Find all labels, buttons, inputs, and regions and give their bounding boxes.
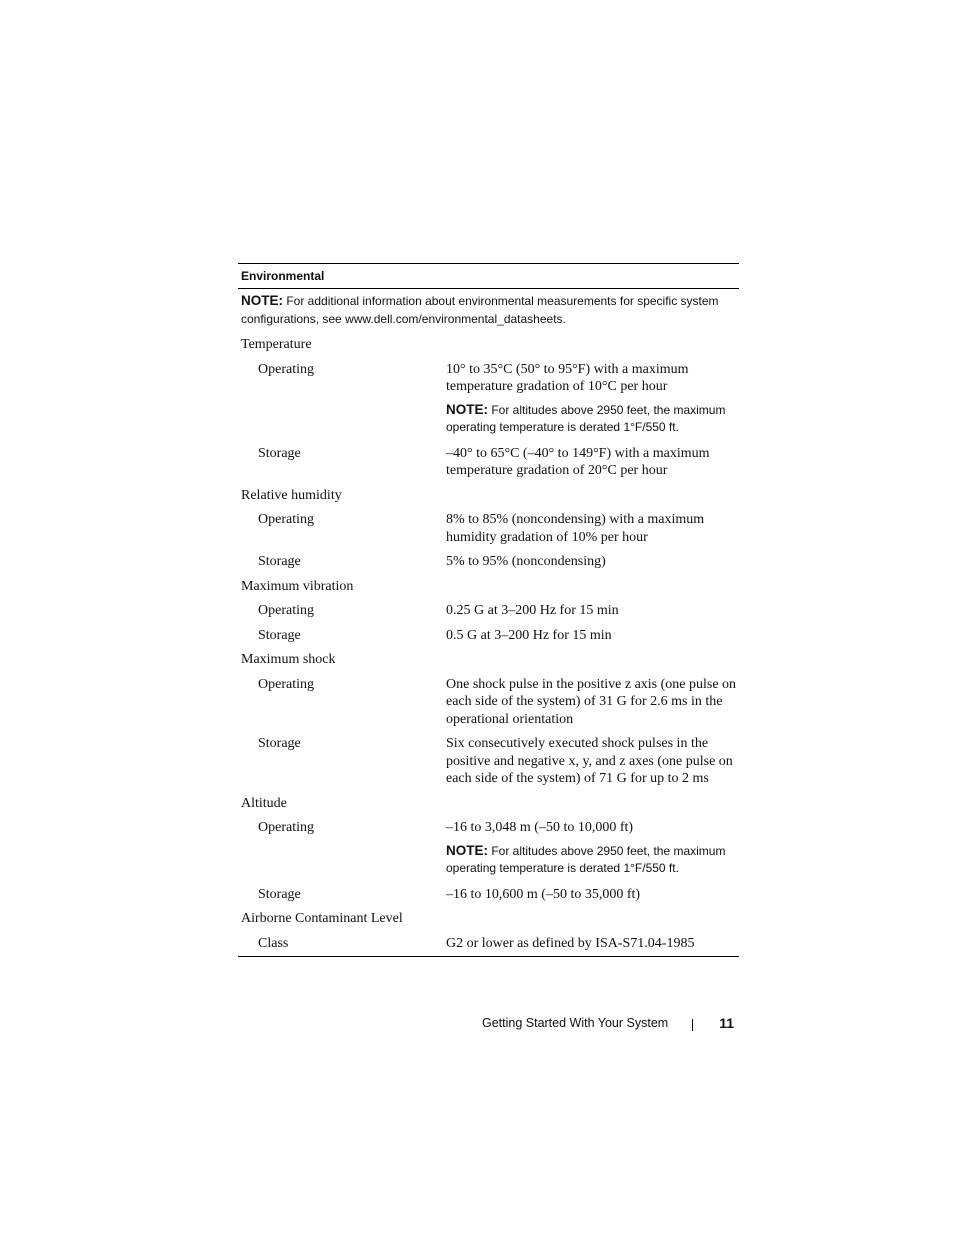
- spec-value-cell: [446, 624, 739, 649]
- spec-row: [238, 550, 739, 575]
- spec-value: 0.5 G at 3–200 Hz for 15 min: [446, 627, 612, 643]
- spec-row: [238, 883, 739, 908]
- spec-row: [238, 732, 739, 792]
- note-text-end: .: [562, 311, 566, 326]
- environmental-spec-table: [238, 263, 739, 957]
- note-text: For altitudes above 2950 feet, the maximum operating temperature is derated 1°F/550 ft.: [446, 402, 726, 434]
- general-note: [238, 289, 739, 328]
- note-label: NOTE:: [241, 293, 283, 308]
- section-title: Altitude: [241, 795, 287, 811]
- spec-label: Storage: [258, 736, 301, 751]
- section-title: Airborne Contaminant Level: [241, 911, 403, 926]
- spec-value: 5% to 95% (noncondensing): [446, 554, 606, 569]
- spec-value: G2 or lower as defined by ISA-S71.04-1985: [446, 935, 695, 951]
- spec-value-cell: [446, 358, 739, 442]
- spec-row: [238, 599, 739, 624]
- spec-row: [238, 816, 739, 883]
- note-label: NOTE:: [446, 842, 488, 858]
- spec-value: –16 to 3,048 m (–50 to 10,000 ft): [446, 820, 634, 835]
- footer-separator: [692, 1019, 693, 1031]
- spec-value: 8% to 85% (noncondensing) with a maximum humidity gradation of 10% per hour: [446, 512, 705, 545]
- footer-title: Getting Started With Your System: [481, 1016, 669, 1030]
- spec-value: 0.25 G at 3–200 Hz for 15 min: [446, 603, 619, 618]
- spec-value-cell: [446, 442, 739, 484]
- spec-sections: [238, 333, 739, 956]
- spec-note: [446, 400, 739, 442]
- spec-label: Operating: [258, 820, 314, 835]
- spec-note: [446, 841, 739, 883]
- spec-value-cell: [446, 883, 739, 908]
- spec-value-cell: [446, 508, 739, 550]
- spec-value: One shock pulse in the positive z axis (one pulse on each side of the system) of 31 G for 2.6 ms in the operational orientation: [446, 676, 737, 727]
- spec-value: –16 to 10,600 m (–50 to 35,000 ft): [446, 886, 641, 902]
- note-text: For additional information about environmental measurements for specific system configurations, see: [241, 294, 719, 326]
- section-title: Temperature: [241, 337, 312, 352]
- spec-value: 10° to 35°C (50° to 95°F) with a maximum temperature gradation of 10°C per hour: [446, 361, 689, 394]
- spec-row: [238, 673, 739, 733]
- note-text: For altitudes above 2950 feet, the maximum operating temperature is derated 1°F/550 ft.: [446, 843, 726, 875]
- spec-row: [238, 508, 739, 550]
- spec-row: [238, 442, 739, 484]
- note-label: NOTE:: [446, 401, 488, 417]
- table-header: Environmental: [238, 264, 739, 289]
- spec-value-cell: [446, 732, 739, 792]
- spec-row: [238, 624, 739, 649]
- spec-label: Operating: [258, 361, 314, 377]
- page-footer: [482, 1014, 734, 1032]
- spec-value-cell: [446, 673, 739, 733]
- spec-row: [238, 358, 739, 442]
- section-title: Maximum vibration: [241, 578, 354, 594]
- spec-label: Storage: [258, 627, 301, 643]
- spec-row: [238, 932, 739, 957]
- page-number: 11: [719, 1015, 734, 1031]
- section-title: Maximum shock: [241, 652, 336, 667]
- spec-label: Operating: [258, 512, 314, 527]
- spec-label: Storage: [258, 886, 301, 902]
- spec-label: Storage: [258, 445, 301, 461]
- spec-value-cell: [446, 550, 739, 575]
- spec-value: Six consecutively executed shock pulses in the positive and negative x, y, and z axes (one pulse on each side of the system) of 71 G for up to 2 ms: [446, 736, 733, 786]
- spec-label: Operating: [258, 603, 314, 618]
- spec-label: Class: [258, 935, 289, 951]
- spec-label: Operating: [258, 676, 314, 692]
- spec-value-cell: [446, 599, 739, 624]
- datasheets-link[interactable]: www.dell.com/environmental_datasheets: [345, 311, 563, 326]
- spec-value: –40° to 65°C (–40° to 149°F) with a maximum temperature gradation of 20°C per hour: [446, 445, 710, 478]
- spec-value-cell: [446, 816, 739, 883]
- section-title: Relative humidity: [241, 487, 342, 503]
- spec-value-cell: [446, 932, 739, 957]
- spec-label: Storage: [258, 554, 301, 569]
